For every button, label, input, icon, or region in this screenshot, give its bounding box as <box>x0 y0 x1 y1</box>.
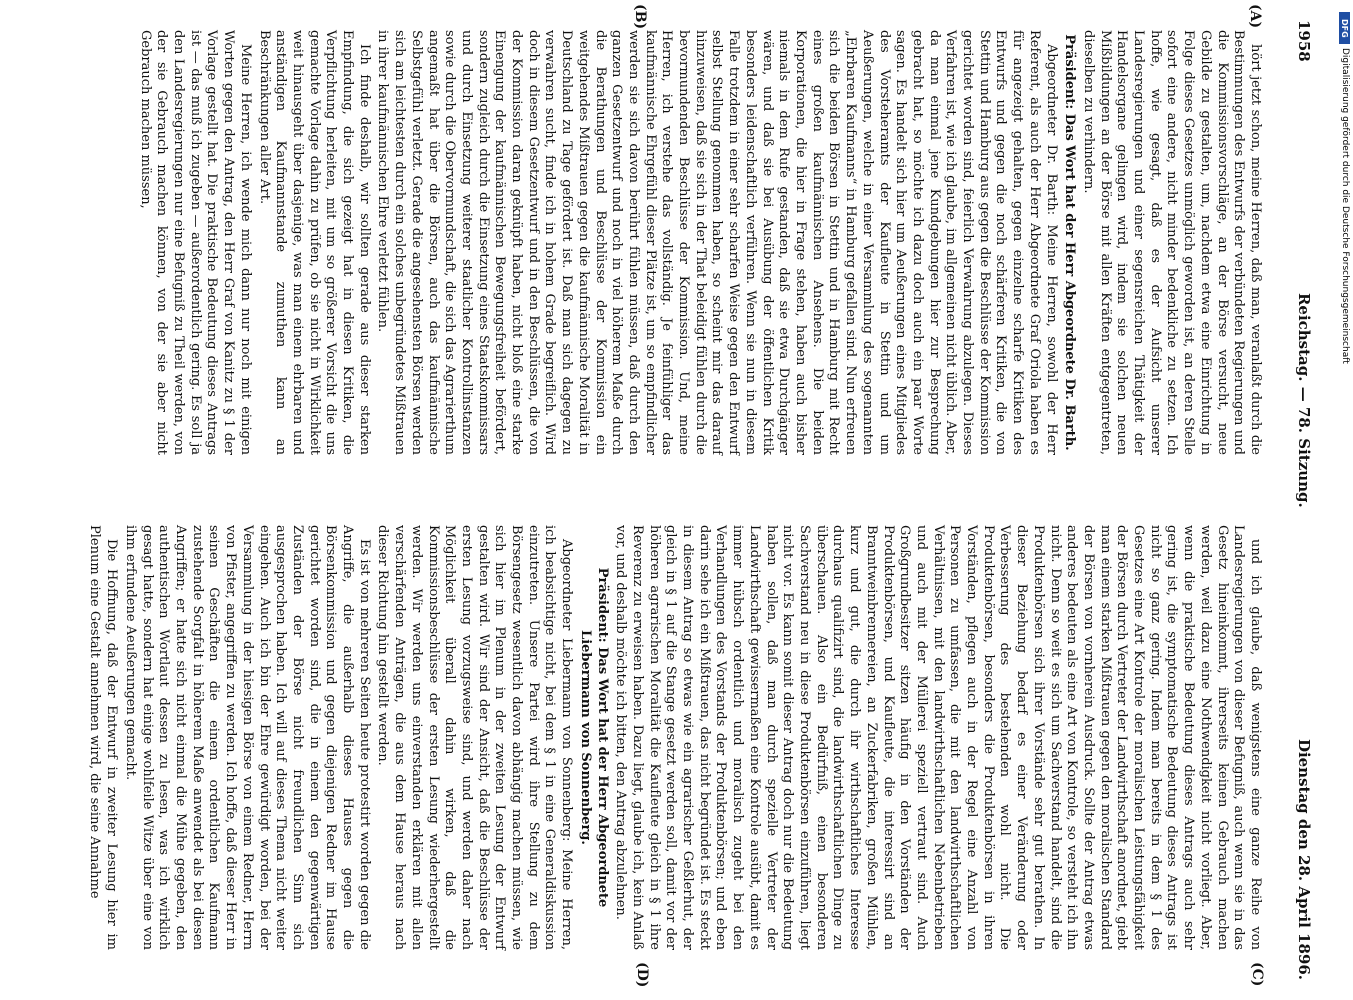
page-number: 1958 <box>1295 20 1313 62</box>
digitization-credit: Digitalisierung gefördert durch die Deutsche Forschungsgemeinschaft <box>1340 48 1350 364</box>
paragraph: Es ist von mehreren Seiten heute protestirt worden gegen die Angriffe, die außerhalb dieses Hauses gegen die Börsenkommission und gegen diejenigen Redner im Hause gerichtet worden sind, die in einem den gegenwärtigen Zuständen der Börse nicht freundlichen Sinn sich ausgesprochen haben. Ich will auf dieses Thema nicht weiter eingehen. Auch ich bin der Ehre gewürdigt worden, bei der Versammlung in der hiesigen Börse von einem Redner, Herrn von Pfister, angegriffen zu werden. Ich hoffe, daß dieser Herr in seinen Geschäften die einem ordentlichen Kaufmann zustehende Sorgfalt in höherem Maße anwendet als bei diesen Angriffen; er hatte sich nicht einmal die Mühe gegeben, den authentischen Wortlaut dessen zu lesen, was ich wirklich gesagt hatte, sondern hat einige wohlfeile Witze über eine von ihm erfundene Aeußerungen gemacht. <box>122 525 372 950</box>
session-date: Dienstag den 28. April 1896. <box>1295 738 1313 980</box>
paragraph: Abgeordneter Liebermann von Sonnenberg: Meine Herren, ich beabsichtige nicht, bei dem § 1 in eine Generaldiskussion einzutreten. Unsere Partei wird ihre Stellung zu dem Börsengesetz wesentlich davon abhängig machen müssen, wie sich hier im Plenum in der zweiten Lesung der Entwurf gestalten wird. Wir sind der Ansicht, daß die Beschlüsse der ersten Lesung vorzugsweise sind, und werden daher nach Möglichkeit überall dahin wirken, daß die Kommissionsbeschlüsse der ersten Lesung wiederhergestellt werden. Wir werden uns einverstanden erklären mit allen verschärfenden Anträgen, die aus dem Hause heraus nach dieser Richtung hin gestellt werden. <box>375 525 575 950</box>
left-column <box>134 30 1263 455</box>
margin-marker-c: (C) <box>1249 962 1265 987</box>
paragraph: Abgeordneter Dr. Barth: Meine Herren, sowohl der Herr Referent, als auch der Herr Abgeordnete Graf Oriola haben es für angezeigt gehalten, gegen einzelne scharfe Kritiken des Entwurfs und gegen die noch schärferen Kritiken, die von Stettin und Hamburg aus gegen die Beschlüsse der Kommission gerichtet worden sind, feierlich Verwahrung abzulegen. Dieses Verfahren ist, wie ich glaube, im allgemeinen nicht üblich. Aber, da man einmal jene Kundgebungen hier zur Besprechung gebracht hat, so möchte ich dazu doch auch ein paar Worte sagen. Es handelt sich hier um Aeußerungen eines Mitgliedes des Vorsteheramts der Kaufleute in Stettin und um Aeußerungen, welche in einer Versammlung des sogenannten „Ehrbaren Kaufmanns“ in Hamburg gefallen sind. Nun erfreuen sich die beiden Börsen in Stettin und in Hamburg mit Recht eines großen kaufmännischen Ansehens. Die beiden Korporationen, die hier in Frage stehen, haben auch bisher niemals in dem Rufe gestanden, daß sie etwa Durchgänger wären, und daß sie bei Ausübung der öffentlichen Kritik besonders leidenschaftlich verführen. Wenn sie nun in diesem Falle trotzdem in einer sehr scharfen Weise gegen den Entwurf selbst Stellung genommen haben, so scheint mir das darauf hinzuweisen, daß sie sich in der That beleidigt fühlen durch die bevormundenden Beschlüsse der Kommission. Und, meine Herren, ich verstehe das vollständig. Je feinfühliger das kaufmännische Ehrgefühl dieser Plätze ist, um so empfindlicher werden sie sich davon berührt fühlen müssen, daß durch den ganzen Gesetzentwurf und noch in viel höherem Maße durch die Berathungen und Beschlüsse der Kommission ein weitgehendes Mißtrauen gegen die kaufmännische Moralität in Deutschland zu Tage gefördert ist. Daß man sich dagegen zu verwahren sucht, finde ich in hohem Grade begreiflich. Wird doch in diesem Gesetzentwurf und in den Beschlüssen, die von der Kommission daran geknüpft haben, nicht bloß eine starke Einengung der kaufmännischen Bewegungsfreiheit befördert, sondern zugleich durch die Einsetzung eines Staatskommissars und durch Einsetzung weiterer staatlicher Kontrollinstanzen sowie durch die Obervormundschaft, die sich das Agrarierthum angemaßt hat über die Börsen, auch das kaufmännische Selbstgefühl verletzt. Gerade die angesehensten Börsen werden sich am leichtesten durch ein solches unbegründetes Mißtrauen in ihrer kaufmännischen Ehre verletzt fühlen. <box>375 30 1059 455</box>
speaker-announcement: Präsident: Das Wort hat der Herr Abgeordnete Liebermann von Sonnenberg. <box>577 567 610 908</box>
right-column <box>84 525 1263 950</box>
margin-marker-a: (A) <box>1247 4 1263 29</box>
paragraph: und ich glaube, daß wenigstens eine ganze Reihe von Landesregierungen von dieser Befugniß, auch wenn sie in das Gesetz hineinkommt, ihrerseits keinen Gebrauch machen werden, weil dazu eine Nothwendigkeit nicht vorliegt. Aber, wenn die praktische Bedeutung dieses Antrags auch sehr gering ist, die symptomatische Bedeutung dieses Antrags ist nicht so ganz gering. Indem man bereits in dem § 1 des Gesetzes eine Art Kontrole der moralischen Leistungsfähigkeit der Börsen durch Vertreter der Landwirthschaft anordnet, giebt man einem starken Mißtrauen gegen den moralischen Standard der Börsen von vornherein Ausdruck. Sollte der Antrag etwas anderes bedeuten als eine Art von Kontrole, so versteht ich ihn nicht. Denn so weit es sich um Sachverstand handelt, sind die Produktenbörsen sich ihrer Vorstände sehr gut berathen. In dieser Beziehung bedarf es einer Veränderung oder Verbesserung des bestehenden wohl nicht. Die Produktenbörsen, besonders die Produktenbörsen in ihren Vorständen, pflegen auch in der Regel eine Anzahl von Personen zu umfassen, die mit den landwirthschaftlichen Verhältnissen, mit den landwirthschaftlichen Nebenbetrieben und auch mit der Müllerei speziell vertraut sind. Auch Großgrundbesitzer sitzen häufig in den Vorständen der Produktenbörsen, und Kaufleute, die interessirt sind an Branntweinbrennereien, an Zuckerfabriken, großen Mühlen, kurz und gut, die durch ihr wirthschaftliches Interesse durchaus qualifizirt sind, die landwirthschaftlichen Dinge zu überschauen. Also ein Bedürfniß, einen besonderen Sachverstand neu in diese Produktenbörsen einzuführen, liegt nicht vor. Es kann somit dieser Antrag doch nur die Bedeutung haben sollen, daß man durch spezielle Vertreter der Landwirthschaft gewissermaßen eine Kontrole ausübt, damit es immer hübsch ordentlich und moralisch zugeht bei den Verhandlungen des Vorstands der Produktenbörsen; und eben darin sehe ich ein Mißtrauen, das nicht begründet ist. Es steckt in diesem Antrag so etwas wie ein agrarischer Geßlerhut, der gleich in § 1 auf die Stange gesetzt werden soll, damit vor der höheren agrarischen Moralität die Kaufleute gleich in § 1 ihre Reverenz zu erweisen haben. Dazu liegt, glaube ich, kein Anlaß vor, und deshalb möchte ich bitten, den Antrag abzulehnen. <box>613 525 1263 950</box>
page-header <box>1283 20 1313 980</box>
paragraph: Die Hoffnung, daß der Entwurf in zweiter Lesung hier im Plenum eine Gestalt annehmen wird, die seine Annahme <box>87 525 120 950</box>
margin-marker-d: (D) <box>634 962 650 988</box>
paragraph: Meine Herren, ich wende mich dann nur noch mit einigen Worten gegen den Antrag, den Herr Graf von Kanitz zu § 1 der Vorlage gestellt hat. Die praktische Bedeutung dieses Antrags ist — das muß ich zugeben — außerordentlich gering. Es soll ja den Landesregierungen nur eine Befugniß zu Theil werden, von der sie Gebrauch machen können, von der sie aber nicht Gebrauch machen müssen, <box>137 30 253 455</box>
dfg-logo: DFG <box>1339 12 1350 44</box>
speaker-announcement: Präsident: Das Wort hat der Herr Abgeordnete Dr. Barth. <box>1062 34 1078 451</box>
paragraph: Ich finde deshalb, wir sollten gerade aus dieser starken Empfindung, die sich gezeigt hat in diesen Kritiken, die Verpflichtung herleiten, mit um so größerer Vorsicht die uns gemachte Vorlage dahin zu prüfen, ob sie nicht in Wirklichkeit weit hinausgeht über dasjenige, was man einem ehrbaren und anständigen Kaufmannstande zumuthen kann an Beschränkungen aller Art. <box>256 30 372 455</box>
paragraph: hört jetzt schon, meine Herren, daß man, veranlaßt durch die Bestimmungen des Entwurfs der verbündeten Regierungen und die Kommissionsvorschläge, an der Börse versucht, neue Gebilde zu gestalten, um, nachdem etwa eine Einrichtung in Folge dieses Gesetzes unmöglich geworden ist, an deren Stelle sofort eine andere, nicht minder bedenkliche zu setzen. Ich hoffe, wie gesagt, daß es der Aufsicht unserer Landesregierungen und einer segensreichen Thätigkeit der Handelsorgane gelingen wird, indem sie solchen neuen Mißbildungen an der Börse mit allen Kräften entgegentreten, dieselben zu verhindern. <box>1080 30 1263 455</box>
session-title: Reichstag. — 78. Sitzung. <box>1295 292 1313 508</box>
margin-marker-b: (B) <box>632 4 648 30</box>
